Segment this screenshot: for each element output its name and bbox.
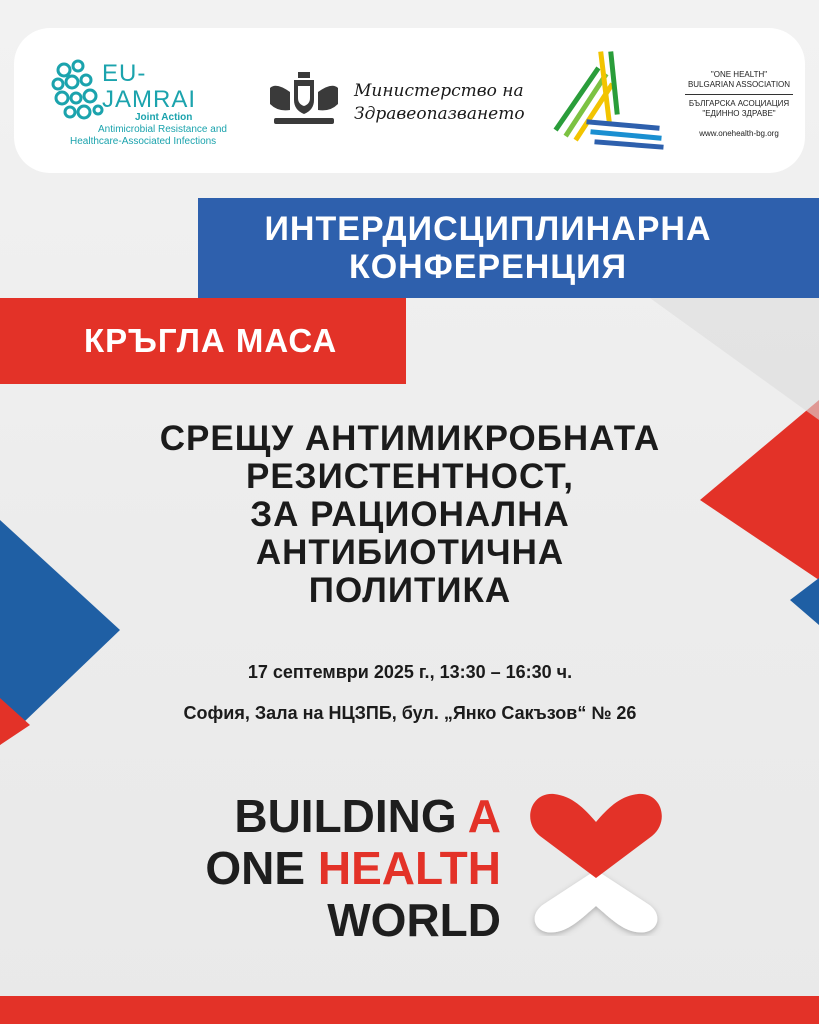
onehealth-divider	[685, 94, 793, 95]
ministry-line1: Министерство на	[354, 81, 524, 101]
eujamrai-subtitle	[70, 124, 227, 148]
slogan-one: ONE	[205, 842, 318, 894]
right-blue-corner	[790, 578, 819, 625]
event-venue: София, Зала на НЦЗПБ, бул. „Янко Сакъзов“ № 26	[183, 703, 637, 723]
event-title-line4: АНТИБИОТИЧНА	[255, 533, 565, 572]
right-gray-shade	[650, 298, 819, 420]
slogan-line1	[205, 790, 501, 842]
onehealth-line2: BULGARIAN ASSOCIATION	[687, 80, 791, 89]
onehealth-url: www.onehealth-bg.org	[699, 129, 779, 138]
bottom-stripe	[0, 996, 819, 1024]
slogan-health: HEALTH	[317, 842, 501, 894]
round-table-label: КРЪГЛА МАСА	[84, 322, 338, 359]
event-date: 17 септември 2025 г., 13:30 – 16:30 ч.	[247, 662, 573, 682]
onehealth-line1: "ONE HEALTH"	[710, 70, 768, 79]
ministry-line2: Здравеопазването	[354, 104, 525, 124]
event-title	[60, 420, 760, 610]
eujamrai-title-line1: EU-	[102, 60, 147, 87]
coat-of-arms-icon	[264, 68, 344, 132]
event-title-line1: СРЕЩУ АНТИМИКРОБНАТА	[159, 419, 661, 458]
hearts-x-icon	[522, 786, 670, 936]
event-title-line3: ЗА РАЦИОНАЛНА	[250, 495, 570, 534]
eujamrai-title-line2: JAMRAI	[102, 86, 197, 113]
onehealth-line4: "ЕДИННО ЗДРАВЕ"	[702, 109, 776, 118]
slogan-line2	[205, 842, 501, 894]
conference-title-line1: ИНТЕРДИСЦИПЛИНАРНА	[264, 210, 712, 248]
event-title-line2: РЕЗИСТЕНТНОСТ,	[245, 457, 575, 496]
conference-banner	[198, 198, 819, 298]
slogan-line3	[205, 894, 501, 946]
eujamrai-logo	[50, 58, 230, 148]
ministry-name	[354, 80, 525, 126]
round-table-banner	[0, 298, 406, 384]
molecule-icon	[50, 58, 106, 128]
conference-title-line2: КОНФЕРЕНЦИЯ	[348, 248, 628, 286]
eujamrai-joint-action: Joint Action	[135, 112, 193, 123]
slogan	[205, 790, 501, 946]
slogan-building: BUILDING	[234, 790, 468, 842]
conference-title	[198, 210, 778, 286]
onehealth-text	[679, 70, 799, 139]
slogan-world: WORLD	[327, 894, 501, 946]
event-title-line5: ПОЛИТИКА	[308, 571, 512, 610]
eujamrai-subtitle-line2: Healthcare-Associated Infections	[70, 136, 217, 147]
slogan-a: A	[467, 790, 501, 842]
logo-header-card	[14, 28, 805, 173]
onehealth-mark-icon	[549, 50, 664, 150]
eujamrai-subtitle-line1: Antimicrobial Resistance and	[98, 124, 227, 135]
onehealth-logo	[549, 50, 809, 160]
ministry-logo	[264, 68, 544, 138]
eujamrai-title	[102, 61, 196, 113]
onehealth-line3: БЪЛГАРСКА АСОЦИАЦИЯ	[688, 99, 790, 108]
